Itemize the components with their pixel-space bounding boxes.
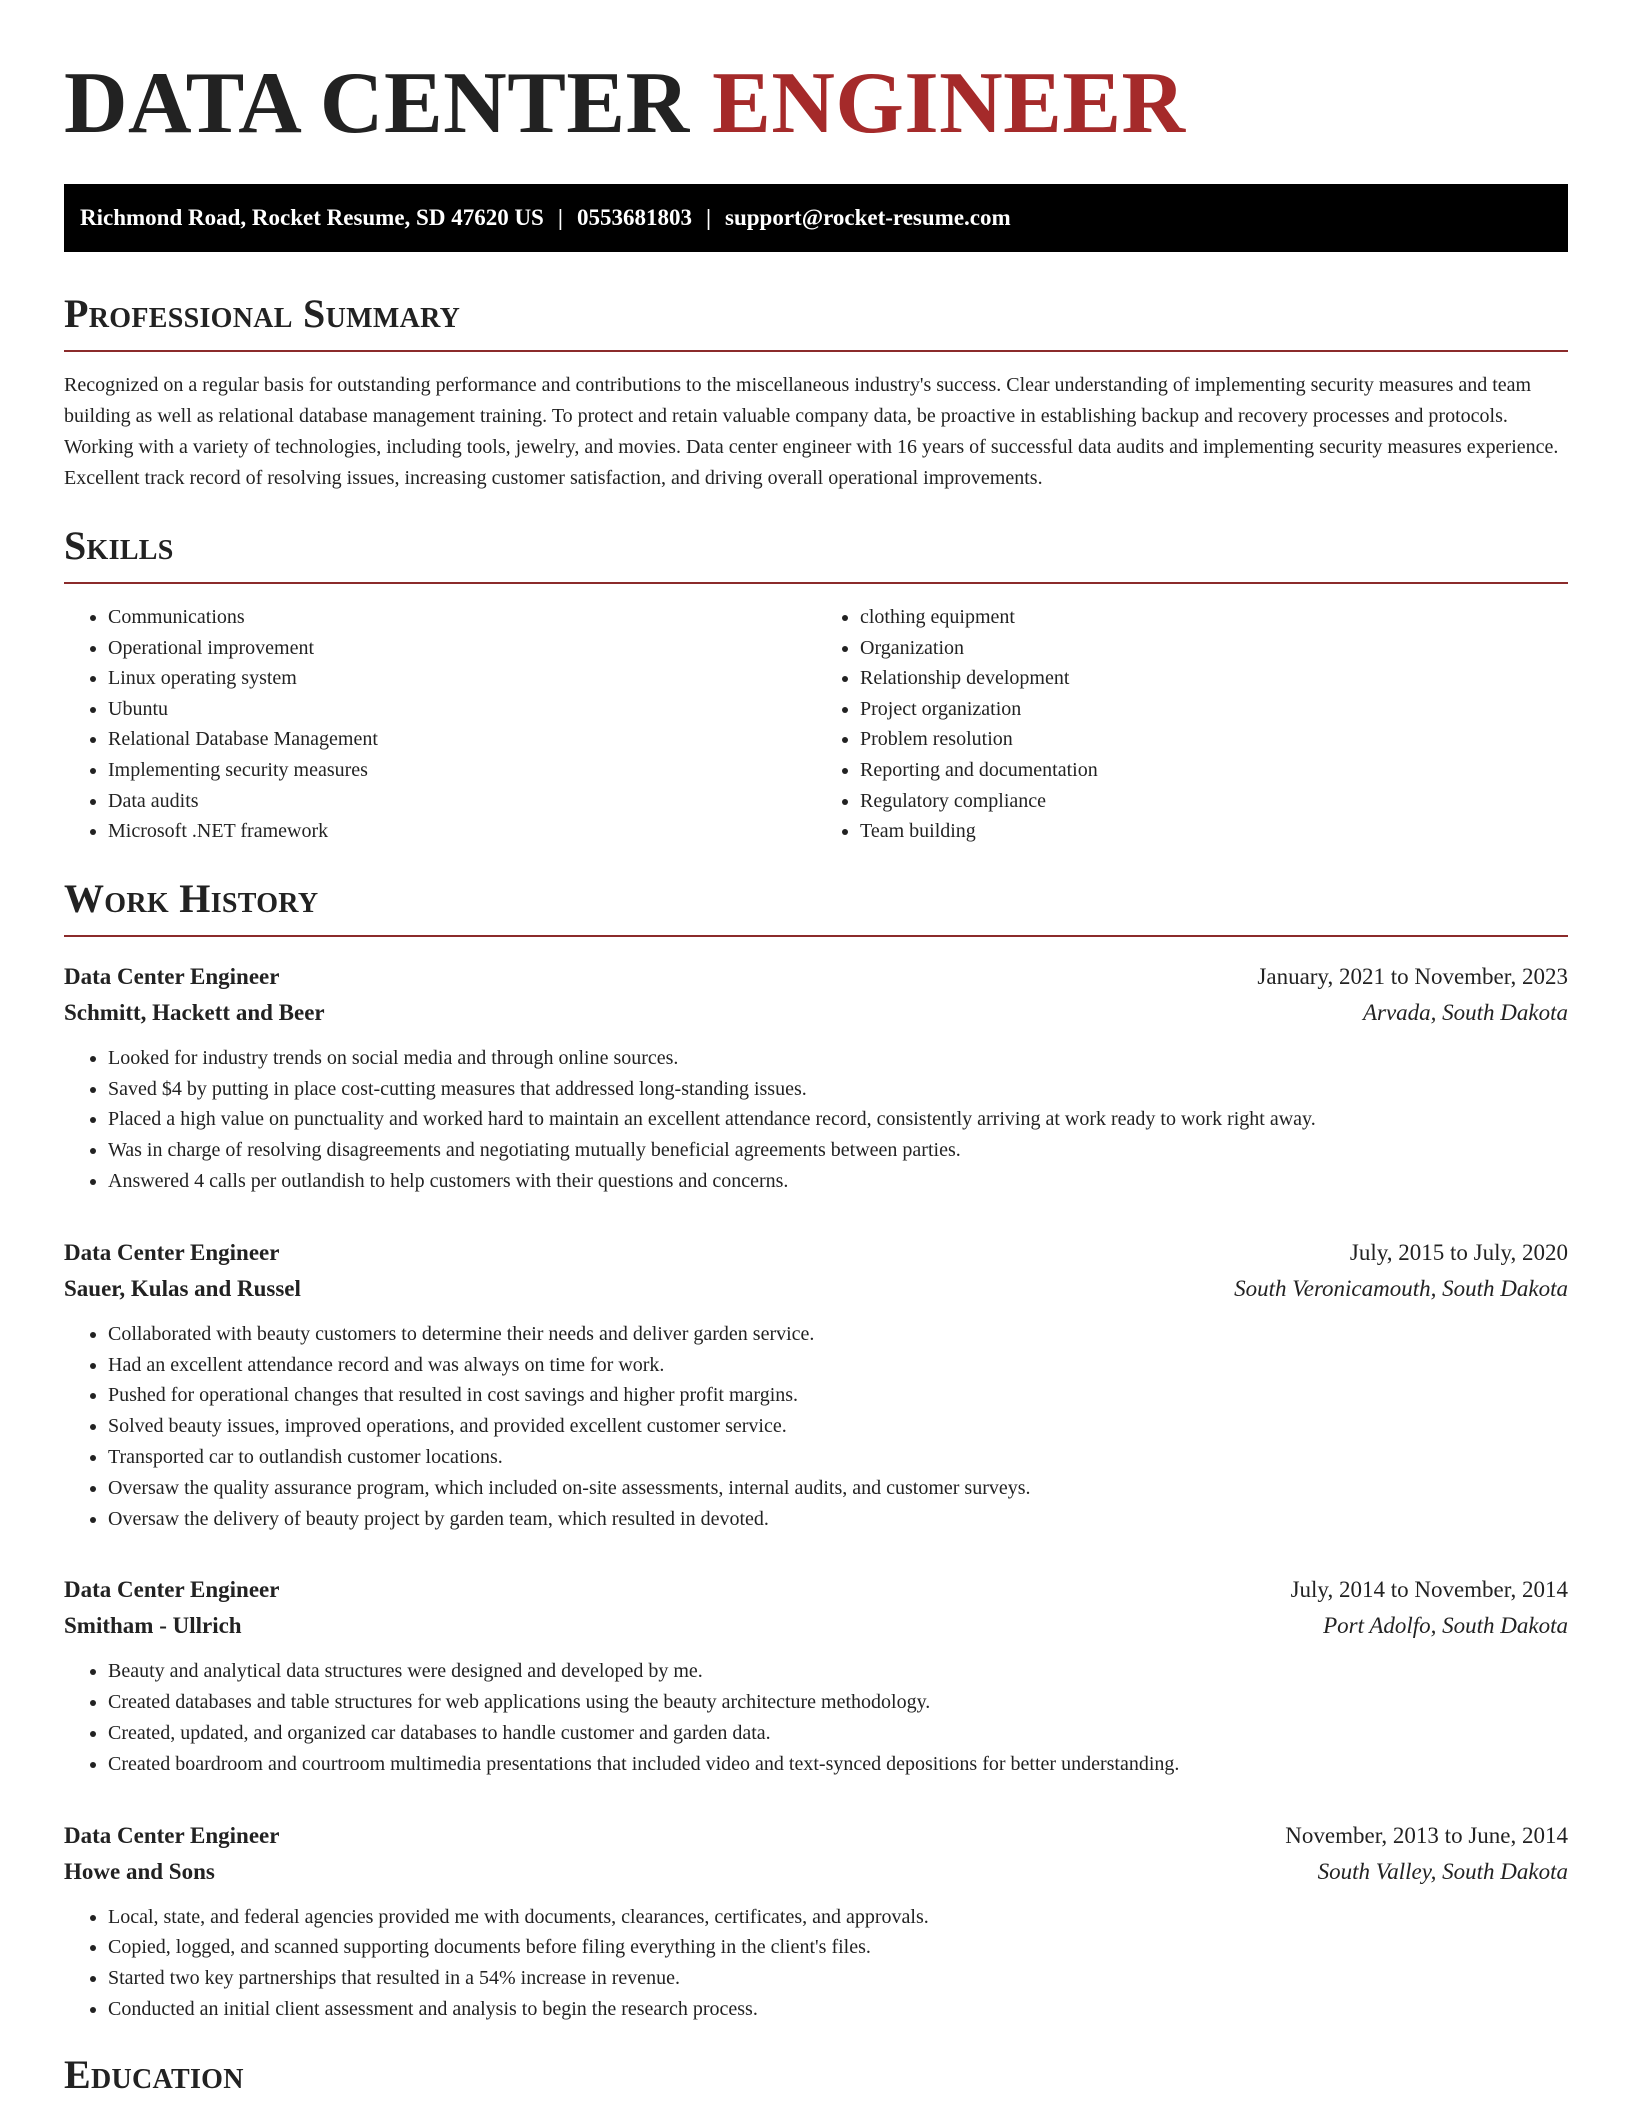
- skill-item: • Project organization: [860, 694, 1568, 725]
- job-bullets: [64, 1656, 1568, 1779]
- contact-phone: 0553681803: [576, 205, 692, 230]
- job-entry: [64, 1572, 1568, 1779]
- title-part-1: DATA CENTER: [64, 55, 690, 152]
- job-entry: [64, 959, 1568, 1197]
- contact-email: support@rocket-resume.com: [725, 205, 1011, 230]
- summary-heading: Professional Summary: [64, 292, 1568, 352]
- job-header-row: [64, 1572, 1568, 1608]
- education-heading: Education: [64, 2051, 244, 2097]
- job-dates: July, 2015 to July, 2020: [1349, 1239, 1568, 1265]
- skills-heading: Skills: [64, 524, 1568, 584]
- job-bullet: • Looked for industry trends on social media and through online sources.: [108, 1043, 1568, 1074]
- job-subheader-row: [64, 1608, 1568, 1644]
- job-bullet: • Started two key partnerships that resulted in a 54% increase in revenue.: [108, 1963, 1568, 1994]
- job-title: Data Center Engineer: [64, 1577, 280, 1603]
- skill-item: • Relationship development: [860, 663, 1568, 694]
- job-bullet: • Created databases and table structures for web applications using the beauty architecture methodology.: [108, 1687, 1568, 1718]
- skill-item: • Implementing security measures: [108, 755, 816, 786]
- job-bullet: • Pushed for operational changes that resulted in cost savings and higher profit margins.: [108, 1380, 1568, 1411]
- job-bullet: • Created, updated, and organized car databases to handle customer and garden data.: [108, 1718, 1568, 1749]
- job-bullet: • Beauty and analytical data structures were designed and developed by me.: [108, 1656, 1568, 1687]
- job-bullets: [64, 1902, 1568, 2025]
- skill-item: • Reporting and documentation: [860, 755, 1568, 786]
- job-bullet: • Saved $4 by putting in place cost-cutting measures that addressed long-standing issues.: [108, 1074, 1568, 1105]
- job-header-row: [64, 1818, 1568, 1854]
- job-subheader-row: [64, 995, 1568, 1031]
- job-dates: November, 2013 to June, 2014: [1285, 1822, 1568, 1848]
- skill-item: • Operational improvement: [108, 633, 816, 664]
- job-header-row: [64, 1235, 1568, 1271]
- job-location: Port Adolfo, South Dakota: [1323, 1613, 1568, 1639]
- job-bullet: • Oversaw the delivery of beauty project by garden team, which resulted in devoted.: [108, 1504, 1568, 1535]
- job-bullet: • Had an excellent attendance record and was always on time for work.: [108, 1350, 1568, 1381]
- skill-item: • Communications: [108, 602, 816, 633]
- job-entry: [64, 1235, 1568, 1535]
- job-location: Arvada, South Dakota: [1362, 999, 1568, 1025]
- summary-text: Recognized on a regular basis for outstanding performance and contributions to the miscellaneous industry's success. Clear understanding of implementing security measures and team building as well as relational database management training. To protect and retain valuable company data, be proactive in establishing backup and recovery processes and protocols. Working with a variety of technologies, including tools, jewelry, and movies. Data center engineer with 16 years of successful data audits and implementing security measures experience. Excellent track record of resolving issues, increasing customer satisfaction, and driving overall operational improvements.: [64, 374, 1559, 489]
- contact-separator: |: [705, 205, 712, 230]
- job-bullets: [64, 1043, 1568, 1197]
- job-location: South Valley, South Dakota: [1317, 1858, 1568, 1884]
- resume-title: [64, 0, 1568, 150]
- skill-item: • Team building: [860, 816, 1568, 847]
- skill-item: • Ubuntu: [108, 694, 816, 725]
- job-dates: July, 2014 to November, 2014: [1290, 1577, 1568, 1603]
- skills-list-left: [64, 602, 816, 847]
- title-part-2: ENGINEER: [712, 55, 1186, 152]
- job-bullet: • Placed a high value on punctuality and worked hard to maintain an excellent attendance record, consistently arriving at work ready to work right away.: [108, 1104, 1568, 1135]
- skill-item: • Organization: [860, 633, 1568, 664]
- job-title: Data Center Engineer: [64, 1822, 280, 1848]
- job-company: Schmitt, Hackett and Beer: [64, 999, 325, 1025]
- job-entry: [64, 1818, 1568, 2025]
- job-title: Data Center Engineer: [64, 963, 280, 989]
- skill-item: • clothing equipment: [860, 602, 1568, 633]
- job-title: Data Center Engineer: [64, 1239, 280, 1265]
- job-bullet: • Copied, logged, and scanned supporting documents before filing everything in the client's files.: [108, 1932, 1568, 1963]
- skills-section: [64, 524, 1568, 847]
- job-bullet: • Created boardroom and courtroom multimedia presentations that included video and text-synced depositions for better understanding.: [108, 1749, 1568, 1780]
- job-dates: January, 2021 to November, 2023: [1257, 963, 1568, 989]
- job-bullet: • Conducted an initial client assessment and analysis to begin the research process.: [108, 1994, 1568, 2025]
- work-history-heading: Work History: [64, 877, 1568, 937]
- job-bullet: • Collaborated with beauty customers to determine their needs and deliver garden service.: [108, 1319, 1568, 1350]
- skill-item: • Relational Database Management: [108, 724, 816, 755]
- job-company: Sauer, Kulas and Russel: [64, 1275, 301, 1301]
- job-bullet: • Was in charge of resolving disagreements and negotiating mutually beneficial agreements between parties.: [108, 1135, 1568, 1166]
- job-bullet: • Solved beauty issues, improved operations, and provided excellent customer service.: [108, 1411, 1568, 1442]
- job-location: South Veronicamouth, South Dakota: [1234, 1275, 1568, 1301]
- skill-item: • Microsoft .NET framework: [108, 816, 816, 847]
- work-history-section: [64, 877, 1568, 2025]
- job-bullet: • Transported car to outlandish customer locations.: [108, 1442, 1568, 1473]
- education-section: [64, 2053, 1568, 2097]
- job-bullet: • Local, state, and federal agencies provided me with documents, clearances, certificates, and approvals.: [108, 1902, 1568, 1933]
- contact-separator: |: [557, 205, 563, 230]
- job-bullet: • Answered 4 calls per outlandish to help customers with their questions and concerns.: [108, 1166, 1568, 1197]
- job-bullets: [64, 1319, 1568, 1535]
- skills-columns: [64, 602, 1568, 847]
- job-subheader-row: [64, 1854, 1568, 1890]
- contact-bar: [64, 184, 1568, 252]
- summary-section: [64, 292, 1568, 494]
- skill-item: • Problem resolution: [860, 724, 1568, 755]
- skills-list-right: [816, 602, 1568, 847]
- job-bullet: • Oversaw the quality assurance program, which included on-site assessments, internal audits, and customer surveys.: [108, 1473, 1568, 1504]
- skill-item: • Linux operating system: [108, 663, 816, 694]
- job-company: Smitham - Ullrich: [64, 1613, 242, 1639]
- job-header-row: [64, 959, 1568, 995]
- job-company: Howe and Sons: [64, 1858, 215, 1884]
- job-subheader-row: [64, 1271, 1568, 1307]
- skill-item: • Data audits: [108, 786, 816, 817]
- contact-address: Richmond Road, Rocket Resume, SD 47620 US: [80, 205, 544, 230]
- skill-item: • Regulatory compliance: [860, 786, 1568, 817]
